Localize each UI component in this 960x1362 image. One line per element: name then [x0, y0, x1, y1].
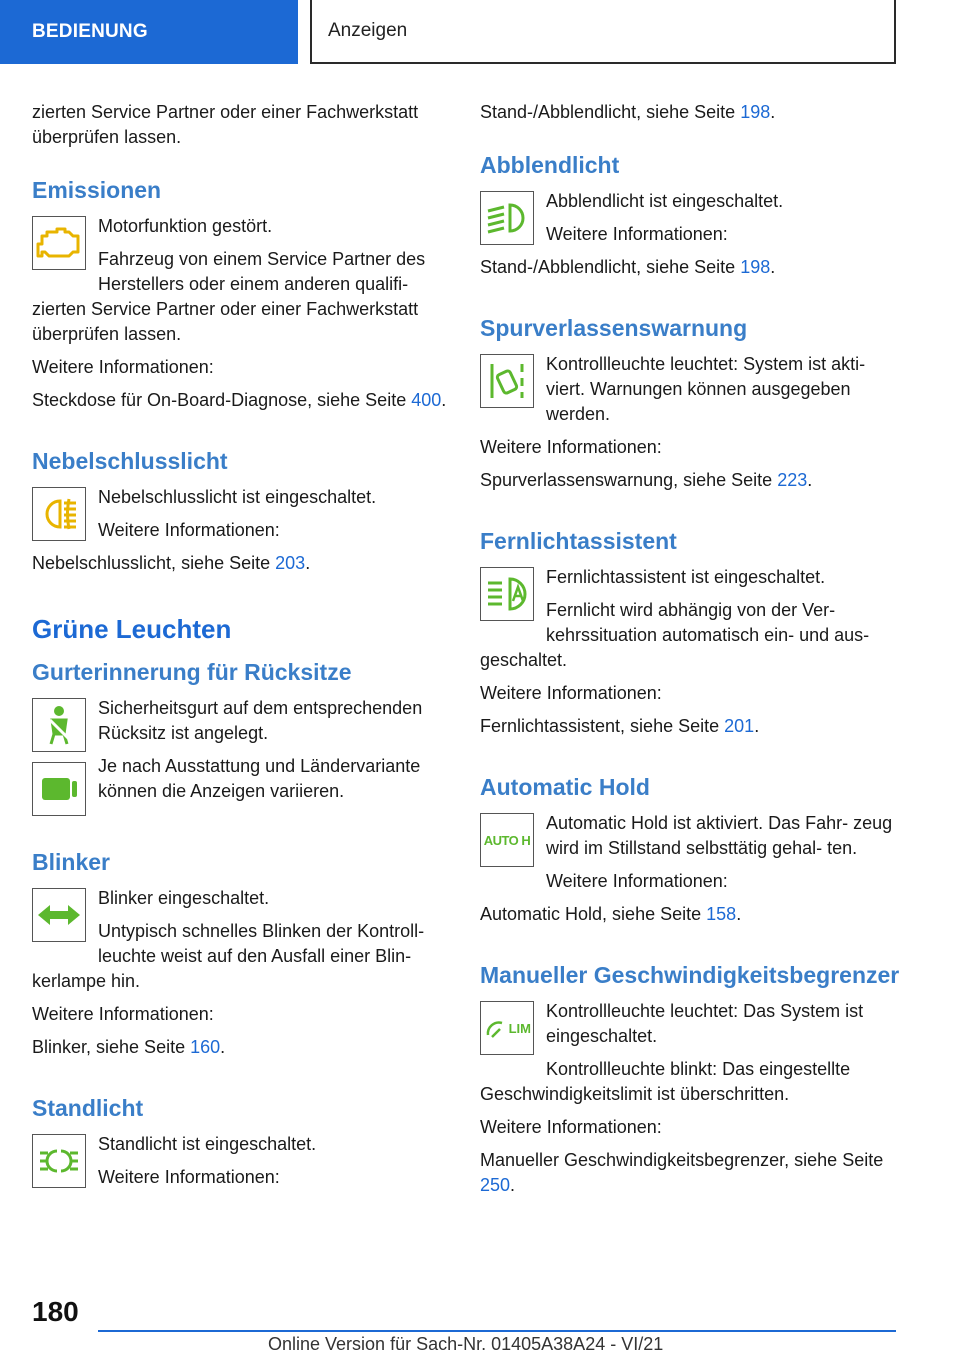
text: Weitere Informationen: — [480, 437, 662, 457]
text: Manueller Geschwindigkeitsbegrenzer, siehe Seite 250. — [480, 1150, 884, 1195]
text: Weitere Informationen: — [480, 683, 662, 703]
text: Nebelschlusslicht ist eingeschaltet. — [98, 487, 377, 507]
text: Weitere Informationen: — [546, 224, 728, 244]
text: Stand-/Abblendlicht, siehe Seite 198. — [480, 257, 776, 277]
section-blinker — [32, 886, 452, 1068]
turn-signal-icon — [32, 888, 86, 942]
section-automatic-hold — [480, 811, 900, 935]
heading-fernlichtassistent: Fernlichtassistent — [480, 528, 677, 554]
page-link[interactable]: 198 — [740, 257, 771, 277]
heading-emissionen: Emissionen — [32, 177, 162, 203]
heading-nebelschlusslicht: Nebelschlusslicht — [32, 448, 228, 474]
page-link[interactable]: 158 — [706, 904, 737, 924]
auto-hold-icon — [480, 813, 534, 867]
text: Weitere Informationen: — [98, 1167, 280, 1187]
heading-abblendlicht: Abblendlicht — [480, 152, 620, 178]
footer-text: Online Version für Sach-Nr. 01405A38A24 - VI/21 — [268, 1334, 664, 1354]
engine-icon — [32, 216, 86, 270]
text: Weitere Informationen: — [98, 520, 280, 540]
page-header — [310, 0, 896, 64]
parking-light-icon — [32, 1134, 86, 1188]
text: Je nach Ausstattung und Ländervariante können die Anzeigen variieren. — [98, 756, 421, 801]
heading-gurterinnerung: Gurterinnerung für Rücksitze — [32, 659, 352, 685]
heading-automatic-hold: Automatic Hold — [480, 774, 650, 800]
page-link[interactable]: 160 — [190, 1037, 221, 1057]
text: Automatic Hold, siehe Seite 158. — [480, 904, 742, 924]
text: Fernlichtassistent ist eingeschaltet. — [546, 567, 826, 587]
text: Kontrollleuchte leuchtet: System ist akti- viert. Warnungen können ausgegeben werden. — [546, 354, 866, 424]
section-nebelschlusslicht — [32, 485, 452, 584]
right-column — [480, 100, 900, 1206]
continued-text: Stand-/Abblendlicht, siehe Seite 198. — [480, 102, 776, 122]
heading-spurverlassenswarnung: Spurverlassenswarnung — [480, 315, 748, 341]
text: Blinker, siehe Seite 160. — [32, 1037, 226, 1057]
page-link[interactable]: 203 — [275, 553, 306, 573]
speed-limiter-icon-text: LIM — [508, 1021, 531, 1036]
text: Automatic Hold ist aktiviert. Das Fahr- zeug wird im Stillstand selbsttätig gehal- ten. — [546, 813, 893, 858]
section-abblendlicht — [480, 189, 900, 288]
seat-indicator-icon — [32, 762, 86, 816]
text: Kontrollleuchte blinkt: Das eingestellte Geschwindigkeitslimit ist überschritten. — [480, 1059, 851, 1104]
text: Weitere Informationen: — [32, 357, 214, 377]
heading-blinker: Blinker — [32, 849, 110, 875]
left-column — [32, 100, 452, 1198]
text: Steckdose für On-Board-Diagnose, siehe Seite 400. — [32, 390, 447, 410]
page-link[interactable]: 201 — [724, 716, 755, 736]
text: Weitere Informationen: — [480, 1117, 662, 1137]
page-link[interactable]: 400 — [411, 390, 442, 410]
text: Blinker eingeschaltet. — [98, 888, 270, 908]
text: Fahrzeug von einem Service Partner des Herstellers oder einem anderen qualifi- zierten Service Partner oder einer Fachwerkstatt überprüfen lassen. — [32, 249, 426, 344]
text: Fernlichtassistent, siehe Seite 201. — [480, 716, 760, 736]
rear-fog-light-icon — [32, 487, 86, 541]
text: Spurverlassenswarnung, siehe Seite 223. — [480, 470, 813, 490]
heading-standlicht: Standlicht — [32, 1095, 144, 1121]
low-beam-icon — [480, 191, 534, 245]
speed-limiter-icon — [480, 1001, 534, 1055]
auto-hold-icon-text: AUTO H — [483, 832, 531, 848]
section-tab — [0, 0, 298, 64]
heading-gruene-leuchten: Grüne Leuchten — [32, 614, 232, 644]
text: Kontrollleuchte leuchtet: Das System ist eingeschaltet. — [546, 1001, 864, 1046]
text: Weitere Informationen: — [32, 1004, 214, 1024]
text: Nebelschlusslicht, siehe Seite 203. — [32, 553, 311, 573]
text: Sicherheitsgurt auf dem entsprechenden Rücksitz ist angelegt. — [98, 698, 423, 743]
high-beam-assist-icon — [480, 567, 534, 621]
page-link[interactable]: 250 — [480, 1175, 511, 1195]
section-gurterinnerung — [32, 696, 452, 822]
page-link[interactable]: 223 — [777, 470, 808, 490]
section-fernlichtassistent — [480, 565, 900, 747]
text: Standlicht ist eingeschaltet. — [98, 1134, 317, 1154]
section-label: BEDIENUNG — [32, 21, 148, 42]
continued-text: zierten Service Partner oder einer Fachwerkstatt überprüfen lassen. — [32, 102, 419, 147]
text: Abblendlicht ist eingeschaltet. — [546, 191, 784, 211]
text: Weitere Informationen: — [546, 871, 728, 891]
text: Motorfunktion gestört. — [98, 216, 273, 236]
page-header-title: Anzeigen — [328, 20, 408, 41]
page-link[interactable]: 198 — [740, 102, 771, 122]
footer-divider — [98, 1330, 896, 1332]
section-emissionen — [32, 214, 452, 421]
section-standlicht — [32, 1132, 452, 1198]
lane-departure-icon — [480, 354, 534, 408]
section-geschwindigkeitsbegrenzer — [480, 999, 900, 1206]
seatbelt-icon — [32, 698, 86, 752]
page-number: 180 — [32, 1296, 79, 1327]
section-spurverlassenswarnung — [480, 352, 900, 501]
text: Fernlicht wird abhängig von der Ver- kehrssituation automatisch ein- und aus- geschaltet. — [480, 600, 870, 670]
heading-geschwindigkeitsbegrenzer: Manueller Geschwindigkeitsbegrenzer — [480, 962, 900, 988]
text: Untypisch schnelles Blinken der Kontroll- leuchte weist auf den Ausfall einer Blin- kerlampe hin. — [32, 921, 425, 991]
